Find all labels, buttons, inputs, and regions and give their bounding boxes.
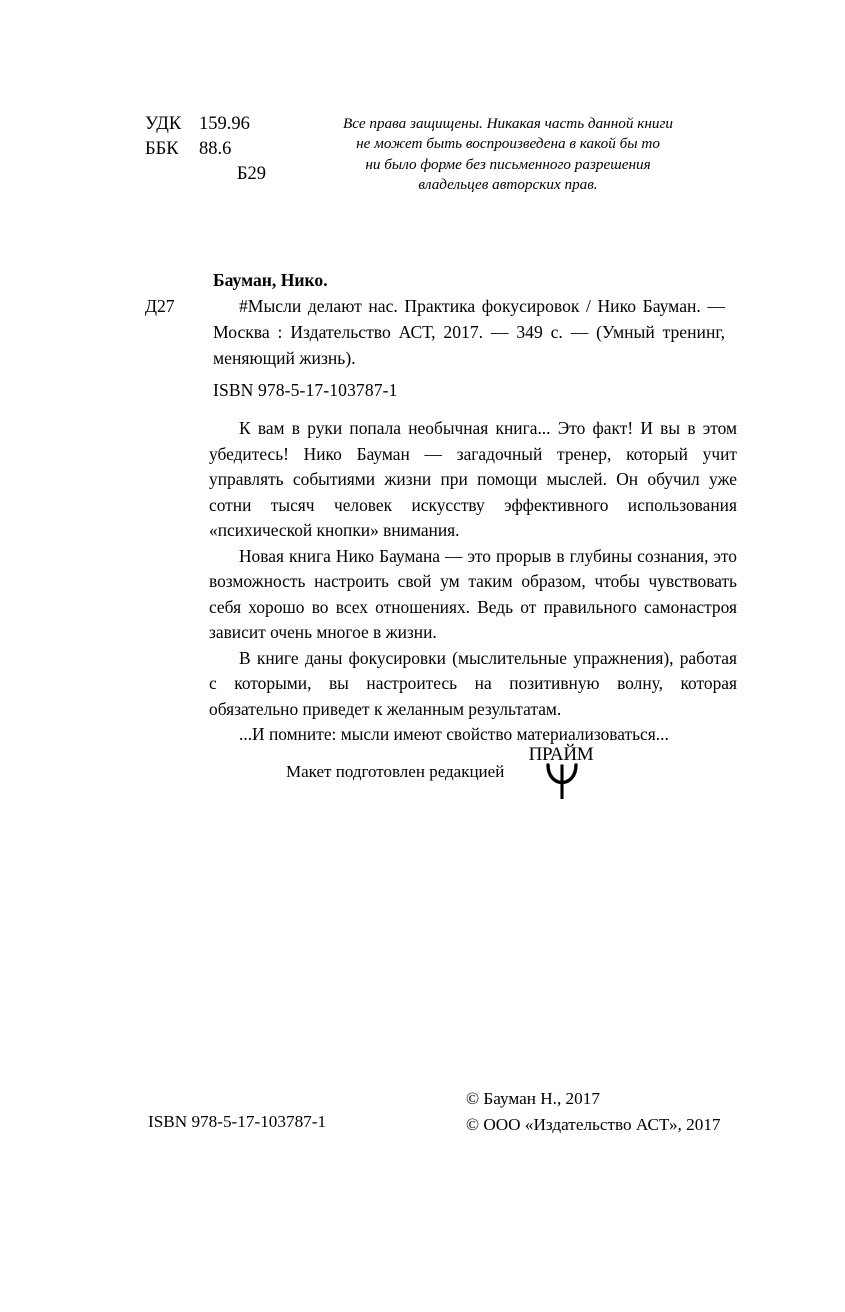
record-description: #Мысли делают нас. Практика фокусировок / Нико Бауман. — Москва : Издательство АСТ, 2017. — 349 с. — (Умный тренинг, меняющий жизнь). <box>213 296 725 368</box>
shelf-mark-value: Б29 <box>236 164 266 184</box>
annotation-paragraph-1: К вам в руки попала необычная книга... Это факт! И вы в этом убедитесь! Нико Бауман — загадочный тренер, который учит управлять событиями жизни при помощи мыслей. Он обучил уже сотни тысяч человек искусству эффективного использования «психической кнопки» внимания. <box>209 418 737 540</box>
bbk-value: 88.6 <box>199 139 232 159</box>
rights-notice-line-4: владельцев авторских прав. <box>418 176 598 194</box>
annotation-block <box>209 416 737 748</box>
footer-isbn: ISBN 978-5-17-103787-1 <box>148 1112 327 1131</box>
layout-credit-text: Макет подготовлен редакцией <box>286 762 505 781</box>
annotation-paragraph-4: ...И помните: мысли имеют свойство материализоваться... <box>239 724 669 744</box>
bbk-row <box>145 137 271 162</box>
bbk-label: ББК <box>145 139 179 159</box>
rights-notice-line-3: ни было форме без письменного разрешения <box>365 155 651 173</box>
shelf-mark-spacer <box>145 162 199 187</box>
copyright-author: © Бауман Н., 2017 <box>466 1089 600 1108</box>
udk-row <box>145 112 271 137</box>
annotation-paragraph-3: В книге даны фокусировки (мыслительные упражнения), работая с которыми, вы настроитесь на позитивную волну, которая обязательно приведет к желанным результатам. <box>209 647 737 719</box>
record-isbn: ISBN 978-5-17-103787-1 <box>213 380 398 400</box>
top-block <box>0 112 845 212</box>
footer <box>0 1086 845 1146</box>
rights-notice <box>312 114 704 196</box>
bibliographic-record <box>145 268 725 371</box>
copyright-publisher: © ООО «Издательство АСТ», 2017 <box>466 1115 721 1134</box>
prime-wordmark: ПРАЙМ <box>528 744 594 765</box>
record-index: Д27 <box>145 296 175 316</box>
psi-trident-icon <box>545 763 579 800</box>
prime-publisher-logo <box>528 744 594 800</box>
classification-block <box>145 112 271 187</box>
footer-copyright-block <box>466 1086 721 1138</box>
rights-notice-line-1: Все права защищены. Никакая часть данной книги <box>343 115 673 132</box>
record-author: Бауман, Нико. <box>213 270 328 290</box>
udk-value: 159.96 <box>199 114 250 134</box>
record-body-wrap <box>145 293 725 371</box>
credit-row <box>0 744 845 804</box>
annotation-paragraph-2: Новая книга Нико Баумана — это прорыв в глубины сознания, это возможность настроить свой ум таким образом, чтобы чувствовать себя хорошо во всех отношениях. Ведь от правильного самонастроя зависит очень многое в жизни. <box>209 545 737 642</box>
udk-label: УДК <box>145 114 182 134</box>
rights-notice-line-2: не может быть воспроизведена в какой бы то <box>356 135 660 153</box>
shelf-mark-row <box>145 162 271 187</box>
